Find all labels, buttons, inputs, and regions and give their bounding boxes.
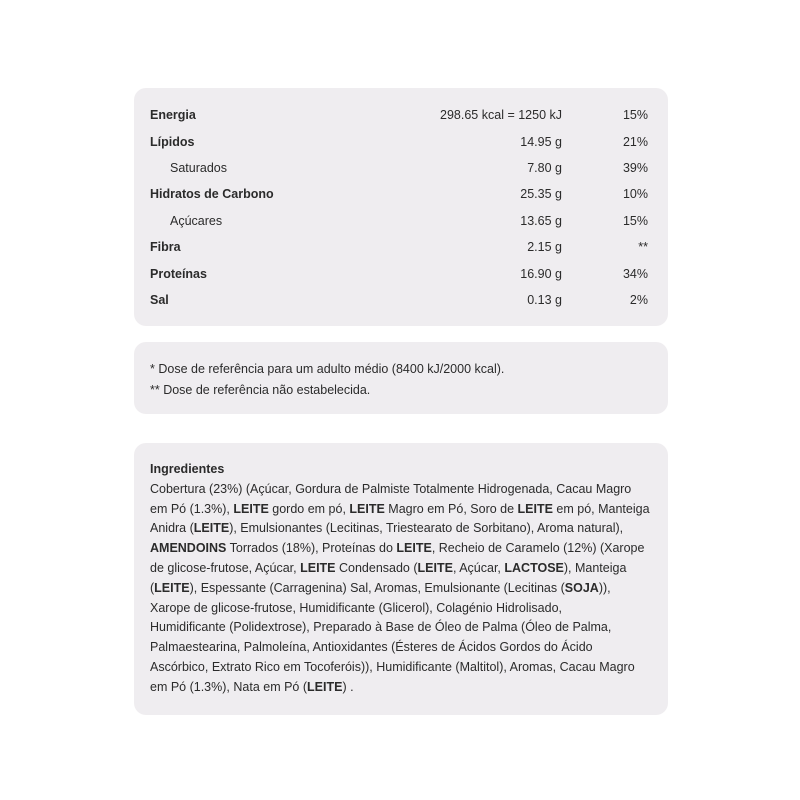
allergen: LEITE	[417, 560, 453, 575]
reference-note-adult: * Dose de referência para um adulto médio (8400 kJ/2000 kcal).	[150, 362, 505, 376]
nutrient-name: Hidratos de Carbono	[150, 187, 274, 202]
nutrient-percent: 39%	[622, 160, 648, 175]
ingredients-text	[150, 480, 652, 698]
ingredients-line	[150, 638, 652, 658]
nutrient-percent: 2%	[629, 292, 648, 307]
nutrient-percent: 34%	[622, 266, 648, 281]
allergen: LEITE	[349, 501, 385, 516]
nutrition-row	[150, 234, 648, 260]
allergen: LEITE	[193, 521, 230, 536]
nutrient-amount: 25.35 g	[520, 187, 562, 202]
ingredient-text: Magro em Pó, Soro de	[384, 501, 518, 516]
allergen: LACTOSE	[504, 560, 564, 575]
ingredients-line	[150, 480, 652, 500]
nutrition-row	[150, 155, 648, 181]
ingredients-line	[150, 539, 652, 559]
nutrient-name: Sal	[150, 292, 169, 307]
ingredient-text: Humidificante (Polidextrose), Preparado à Base de Óleo de Palma (Óleo de Palma,	[150, 620, 612, 635]
nutrient-amount: 7.80 g	[527, 160, 562, 175]
nutrition-rows	[150, 102, 648, 313]
nutrition-row	[150, 260, 648, 286]
ingredient-text: Torrados (18%), Proteínas do	[226, 541, 397, 556]
ingredient-text: ), Emulsionantes (Lecitinas, Triestearato de Sorbitano), Aroma natural),	[229, 521, 624, 536]
nutrient-name: Açúcares	[170, 213, 223, 228]
nutrient-amount: 0.13 g	[527, 292, 562, 307]
nutrition-table	[134, 88, 668, 326]
ingredient-text: (	[150, 580, 155, 595]
nutrient-amount: 14.95 g	[520, 134, 562, 149]
nutrient-name: Proteínas	[150, 266, 207, 281]
ingredients-line	[150, 658, 652, 678]
nutrition-row	[150, 287, 648, 313]
ingredient-text: ) .	[342, 679, 354, 694]
allergen: LEITE	[300, 560, 336, 575]
ingredient-text: )),	[598, 580, 611, 595]
ingredients-line	[150, 579, 652, 599]
nutrition-row	[150, 128, 648, 154]
allergen: LEITE	[154, 580, 190, 595]
ingredient-text: , Açúcar,	[452, 560, 505, 575]
ingredients-line	[150, 678, 652, 698]
nutrient-name: Fibra	[150, 240, 181, 255]
ingredients-line	[150, 500, 652, 520]
reference-notes	[134, 342, 668, 414]
nutrient-amount: 16.90 g	[520, 266, 562, 281]
allergen: AMENDOINS	[150, 541, 227, 556]
ingredient-text: Anidra (	[150, 521, 194, 536]
allergen: LEITE	[517, 501, 553, 516]
ingredient-text: gordo em pó,	[268, 501, 350, 516]
ingredient-text: em Pó (1.3%), Nata em Pó (	[150, 679, 308, 694]
nutrient-percent: 10%	[622, 187, 648, 202]
nutrient-amount: 13.65 g	[520, 213, 562, 228]
reference-note-not-established: ** Dose de referência não estabelecida.	[150, 383, 371, 397]
nutrient-percent: 15%	[622, 108, 648, 123]
ingredient-text: em Pó (1.3%),	[150, 501, 234, 516]
nutrition-row	[150, 208, 648, 234]
nutrient-name: Saturados	[170, 160, 227, 175]
nutrition-row	[150, 102, 648, 128]
nutrient-percent: 21%	[622, 134, 648, 149]
allergen: LEITE	[233, 501, 269, 516]
ingredients-line	[150, 618, 652, 638]
ingredient-text: Xarope de glicose-frutose, Humidificante (Glicerol), Colagénio Hidrolisado,	[150, 600, 562, 615]
ingredient-text: Ascórbico, Extrato Rico em Tocoferóis)), Humidificante (Maltitol), Aromas, Cacau Magro	[150, 659, 635, 674]
allergen: SOJA	[564, 580, 599, 595]
ingredient-text: em pó, Manteiga	[552, 501, 650, 516]
nutrient-name: Energia	[150, 108, 196, 123]
nutrient-name: Lípidos	[150, 134, 195, 149]
allergen: LEITE	[396, 541, 432, 556]
nutrient-amount: 2.15 g	[527, 240, 562, 255]
ingredient-text: , Recheio de Caramelo (12%) (Xarope	[431, 541, 645, 556]
ingredients-line	[150, 519, 652, 539]
nutrient-amount: 298.65 kcal = 1250 kJ	[440, 108, 562, 123]
allergen: LEITE	[307, 679, 343, 694]
ingredient-text: Condensado (	[335, 560, 418, 575]
ingredient-text: Palmaestearina, Palmoleína, Antioxidantes (Ésteres de Ácidos Gordos do Ácido	[150, 640, 593, 655]
nutrient-percent: **	[638, 240, 648, 255]
ingredients-line	[150, 559, 652, 579]
ingredients-title: Ingredientes	[150, 462, 225, 476]
nutrition-row	[150, 181, 648, 207]
ingredients-line	[150, 599, 652, 619]
ingredient-text: ), Manteiga	[563, 560, 627, 575]
nutrient-percent: 15%	[622, 213, 648, 228]
ingredient-text: de glicose-frutose, Açúcar,	[150, 560, 301, 575]
ingredient-text: Cobertura (23%) (Açúcar, Gordura de Palmiste Totalmente Hidrogenada, Cacau Magro	[150, 481, 632, 496]
ingredient-text: ), Espessante (Carragenina) Sal, Aromas, Emulsionante (Lecitinas (	[189, 580, 565, 595]
ingredients-panel	[134, 443, 668, 715]
